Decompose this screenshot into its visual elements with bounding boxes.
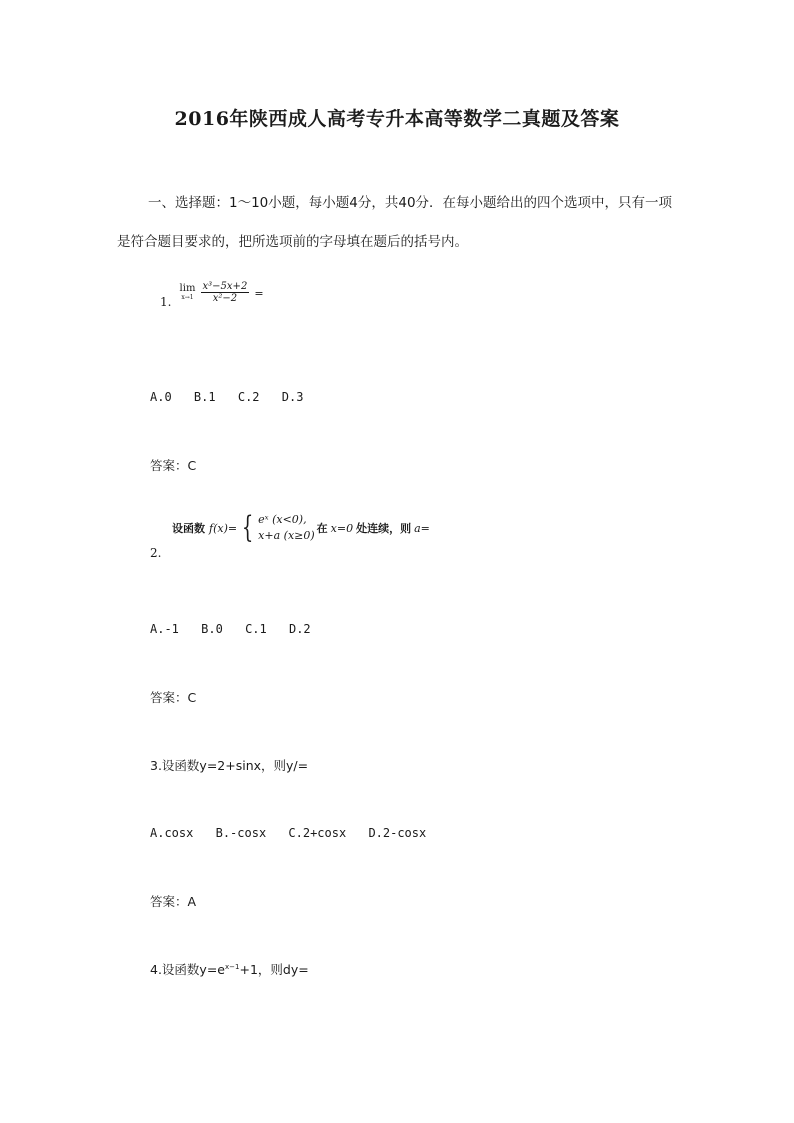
option-d[interactable]: D.3 bbox=[281, 390, 304, 404]
fraction-numerator: x³−5x+2 bbox=[202, 281, 248, 292]
question-3-answer: 答案：A bbox=[150, 894, 197, 909]
option-c[interactable]: C.1 bbox=[245, 622, 267, 636]
limit-label: lim bbox=[179, 282, 196, 294]
fraction bbox=[201, 281, 250, 304]
question-1-number: 1. bbox=[160, 295, 172, 309]
option-a[interactable]: A.-1 bbox=[150, 622, 179, 636]
piecewise-cases bbox=[258, 512, 314, 544]
brace-icon: { bbox=[241, 510, 254, 545]
limit-operator bbox=[180, 284, 196, 302]
option-c[interactable]: C.2 bbox=[237, 390, 260, 404]
fraction-denominator: x²−2 bbox=[212, 293, 238, 304]
question-2-answer: 答案：C bbox=[150, 690, 197, 705]
question-2-formula bbox=[172, 512, 430, 544]
section-intro: 一、选择题：1～10小题，每小题4分，共40分．在每小题给出的四个选项中，只有一项是符合题目要求的，把所选项前的字母填在题后的括号内。 bbox=[117, 195, 673, 250]
option-a[interactable]: A.0 bbox=[150, 390, 172, 404]
question-2-options bbox=[150, 622, 326, 636]
function-name: f(x)= bbox=[209, 521, 238, 535]
question-4-stem-start: 4.设函数y=e bbox=[150, 962, 225, 977]
question-3-options bbox=[150, 826, 441, 840]
suffix-condition: x=0 bbox=[330, 521, 354, 535]
option-d[interactable]: D.2 bbox=[288, 622, 311, 636]
suffix-variable: a= bbox=[414, 521, 430, 535]
option-b[interactable]: B.1 bbox=[193, 390, 216, 404]
suffix-b: 处连续，则 bbox=[356, 522, 412, 535]
question-3-stem: 3.设函数y=2+sinx，则y/= bbox=[150, 758, 309, 773]
page-title: 2016年陕西成人高考专升本高等数学二真题及答案 bbox=[174, 108, 620, 130]
option-c[interactable]: C.2+cosx bbox=[288, 826, 347, 840]
option-b[interactable]: B.-cosx bbox=[215, 826, 267, 840]
question-1-formula bbox=[179, 281, 264, 304]
limit-subscript: x→1 bbox=[181, 293, 194, 301]
question-4-stem-end: +1，则dy= bbox=[239, 962, 309, 977]
equals-sign: = bbox=[254, 287, 264, 300]
question-1-options bbox=[150, 390, 318, 404]
option-a[interactable]: A.cosx bbox=[150, 826, 194, 840]
option-d[interactable]: D.2-cosx bbox=[368, 826, 427, 840]
question-2-prefix: 设函数 bbox=[172, 522, 205, 535]
question-4-stem bbox=[150, 960, 309, 978]
option-b[interactable]: B.0 bbox=[201, 622, 223, 636]
question-2-number: 2. bbox=[150, 546, 162, 560]
case-2: x+a (x≥0) bbox=[258, 529, 315, 542]
question-1-answer: 答案：C bbox=[150, 458, 197, 473]
question-1 bbox=[160, 281, 264, 313]
case-1: eˣ (x<0), bbox=[258, 513, 307, 526]
suffix-a: 在 bbox=[316, 522, 328, 535]
exponent: x−1 bbox=[225, 962, 240, 971]
